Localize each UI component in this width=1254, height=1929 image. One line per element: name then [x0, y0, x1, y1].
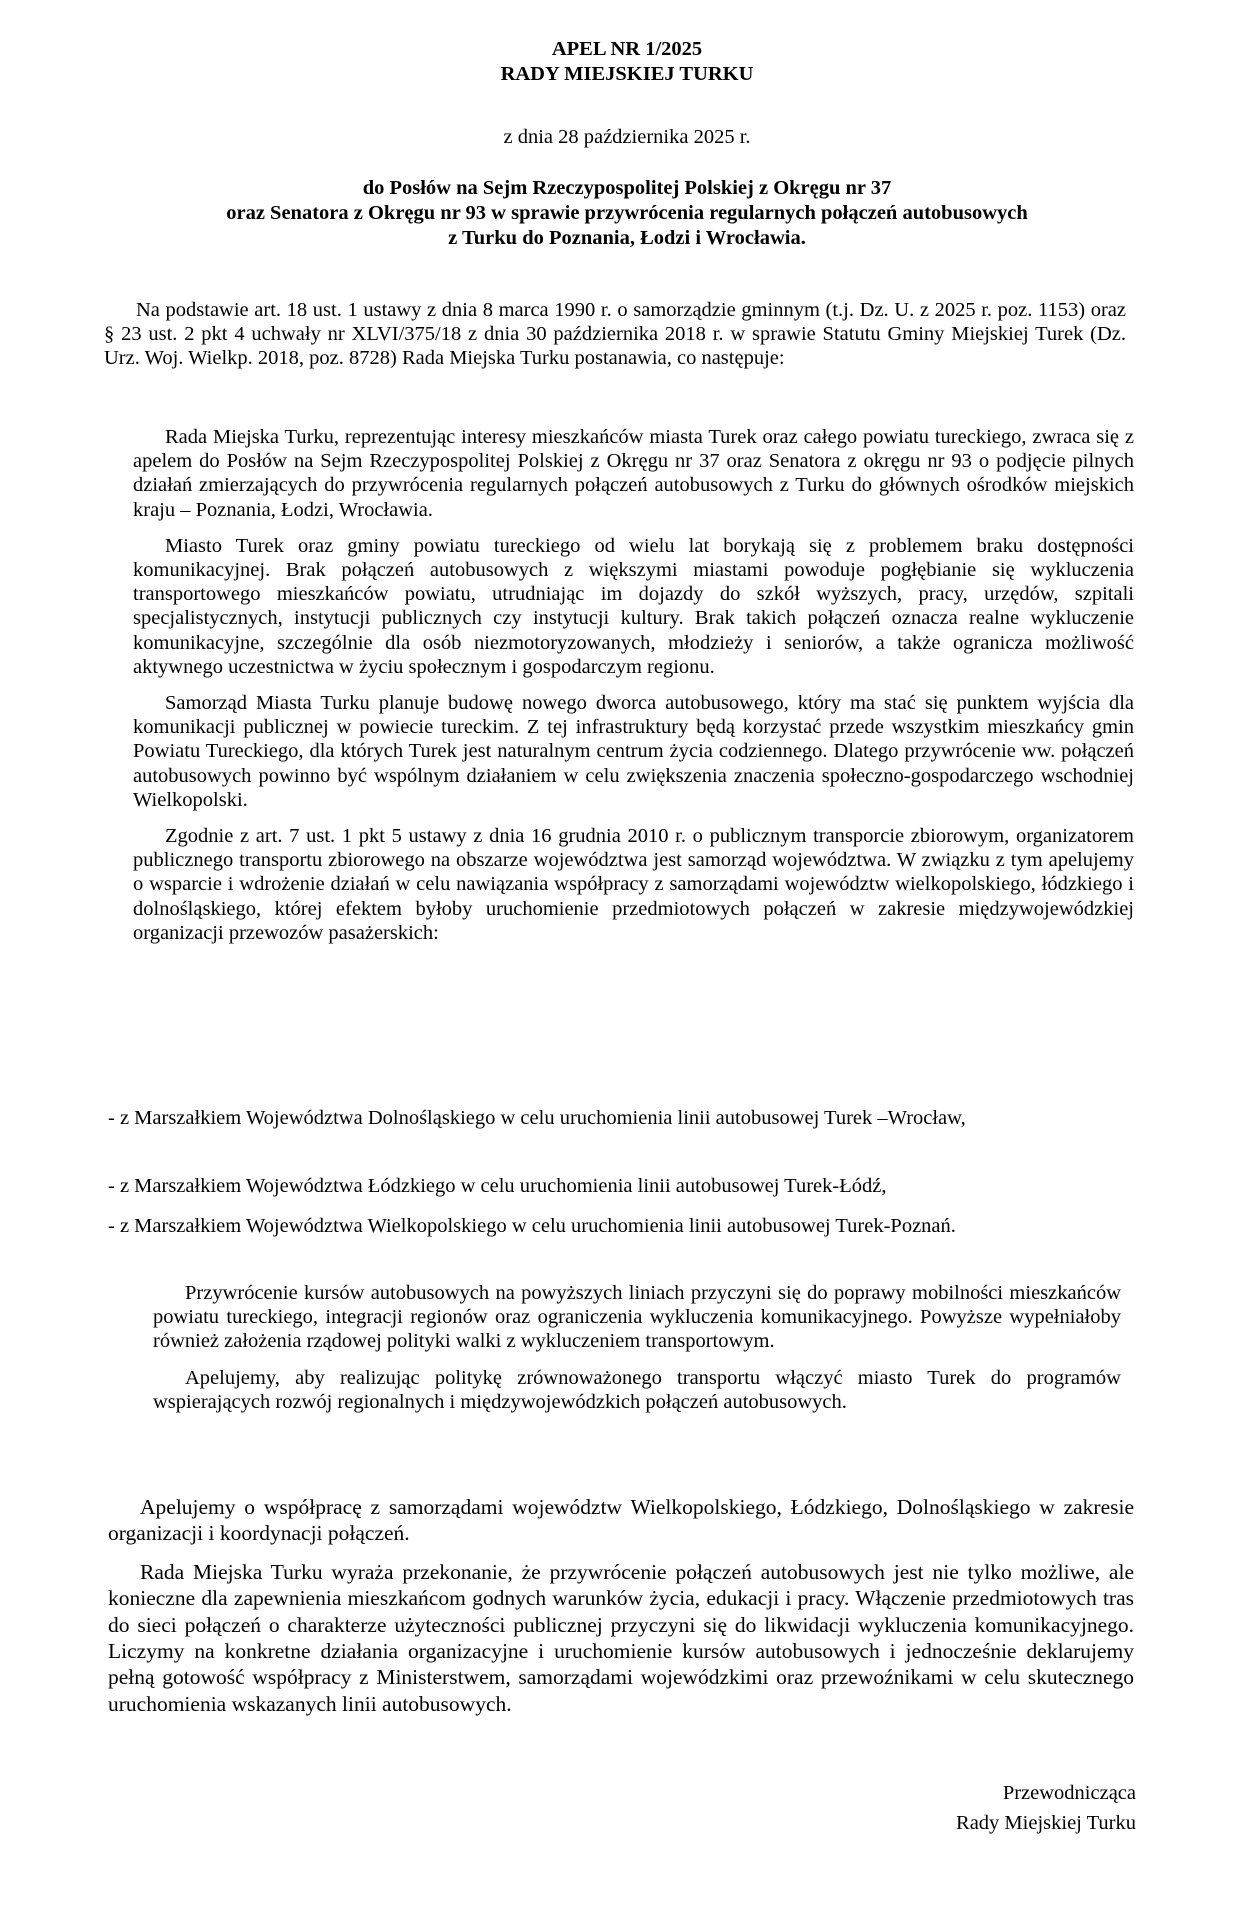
subject-line-3: z Turku do Poznania, Łodzi i Wrocławia. — [448, 227, 806, 249]
body-paragraph-1: Rada Miejska Turku, reprezentując interesy mieszkańców miasta Turek oraz całego powiatu tureckiego, zwraca się z apelem do Posłów na Sejm Rzeczypospolitej Polskiej z Okręgu nr 37 oraz Senatora z okręgu nr 93 o podjęcie pilnych działań zmierzających do przywrócenia regularnych połączeń autobusowych z Turku do głównych ośrodków miejskich kraju – Poznania, Łodzi, Wrocławia. — [133, 426, 1134, 521]
after-list-paragraph-2: Apelujemy, aby realizując politykę zrównoważonego transportu włączyć miasto Turek do programów wspierających rozwój regionalnych i międzywojewódzkich połączeń autobusowych. — [153, 1366, 1121, 1413]
list-item-wroclaw: - z Marszałkiem Województwa Dolnośląskiego w celu uruchomienia linii autobusowej Turek –Wrocław, — [108, 1107, 966, 1129]
body-paragraph-4: Zgodnie z art. 7 ust. 1 pkt 5 ustawy z dnia 16 grudnia 2010 r. o publicznym transporcie zbiorowym, organizatorem publicznego transportu zbiorowego na obszarze województwa jest samorząd województwa. W związku z tym apelujemy o wsparcie i wdrożenie działań w celu nawiązania współpracy z samorządami województw wielkopolskiego, łódzkiego i dolnośląskiego, której efektem byłoby uruchomienie przedmiotowych połączeń w zakresie międzywojewódzkiej organizacji przewozów pasażerskich: — [133, 825, 1134, 944]
title-line-1: APEL NR 1/2025 — [551, 38, 703, 60]
after-list-block — [153, 1281, 1121, 1414]
subject-line-2: oraz Senatora z Okręgu nr 93 w sprawie przywrócenia regularnych połączeń autobusowych — [226, 202, 1028, 224]
body-paragraph-2: Miasto Turek oraz gminy powiatu tureckiego od wielu lat borykają się z problemem braku dostępności komunikacyjnej. Brak połączeń autobusowych z większymi miastami powoduje pogłębianie się wykluczenia transportowego mieszkańców powiatu, utrudniając im dojazdy do szkół wyższych, pracy, urzędów, szpitali specjalistycznych, instytucji publicznych czy instytucji kultury. Brak takich połączeń oznacza realne wykluczenie komunikacyjne, szczególnie dla osób niezmotoryzowanych, młodzieży i seniorów, a także ogranicza możliwość aktywnego uczestnictwa w życiu społecznym i gospodarczym regionu. — [133, 534, 1134, 678]
closing-paragraph-2: Rada Miejska Turku wyraża przekonanie, że przywrócenie połączeń autobusowych jest nie tylko możliwe, ale konieczne dla zapewnienia mieszkańcom godnych warunków życia, edukacji i pracy. Włączenie przedmiotowych tras do sieci połączeń o charakterze użyteczności publicznej przyczyni się do likwidacji wykluczenia komunikacyjnego. Liczymy na konkretne działania organizacyjne i uruchomienie kursów autobusowych i jednocześnie deklarujemy pełną gotowość współpracy z Ministerstwem, samorządami wojewódzkimi oraz przewoźnikami w celu skutecznego uruchomienia wskazanych linii autobusowych. — [108, 1559, 1134, 1716]
after-list-paragraph-1: Przywrócenie kursów autobusowych na powyższych liniach przyczyni się do poprawy mobilności mieszkańców powiatu tureckiego, integracji regionów oraz ograniczenia wykluczenia komunikacyjnego. Powyższe wypełniałoby również założenia rządowej polityki walki z wykluczeniem transportowym. — [153, 1282, 1121, 1353]
signature-block — [956, 1778, 1136, 1838]
document-date: z dnia 28 października 2025 r. — [503, 126, 751, 148]
closing-block — [108, 1494, 1134, 1717]
body-block — [133, 425, 1134, 945]
signature-role: Przewodnicząca — [1002, 1782, 1136, 1804]
preamble-block — [104, 298, 1126, 371]
body-paragraph-3: Samorząd Miasta Turku planuje budowę nowego dworca autobusowego, który ma stać się punktem wyjścia dla komunikacji publicznej w powiecie tureckim. Z tej infrastruktury będą korzystać przede wszystkim mieszkańcy gmin Powiatu Tureckiego, dla których Turek jest naturalnym centrum życia codziennego. Dlatego przywrócenie ww. połączeń autobusowych powinno być wspólnym działaniem w celu zwiększenia znaczenia społeczno-gospodarczego wschodniej Wielkopolski. — [133, 692, 1134, 811]
subject-line-1: do Posłów na Sejm Rzeczypospolitej Polskiej z Okręgu nr 37 — [362, 177, 892, 199]
document-subject — [0, 176, 1254, 251]
list-item-poznan: - z Marszałkiem Województwa Wielkopolskiego w celu uruchomienia linii autobusowej Turek-Poznań. — [108, 1215, 956, 1237]
preamble-paragraph: Na podstawie art. 18 ust. 1 ustawy z dnia 8 marca 1990 r. o samorządzie gminnym (t.j. Dz. U. z 2025 r. poz. 1153) oraz § 23 ust. 2 pkt 4 uchwały nr XLVI/375/18 z dnia 30 października 2018 r. w sprawie Statutu Gminy Miejskiej Turek (Dz. Urz. Woj. Wielkp. 2018, poz. 8728) Rada Miejska Turku postanawia, co następuje: — [104, 299, 1126, 370]
document-title — [0, 37, 1254, 87]
signature-body: Rady Miejskiej Turku — [956, 1812, 1136, 1834]
title-line-2: RADY MIEJSKIEJ TURKU — [500, 63, 754, 85]
closing-paragraph-1: Apelujemy o współpracę z samorządami województw Wielkopolskiego, Łódzkiego, Dolnośląskiego w zakresie organizacji i koordynacji połączeń. — [108, 1495, 1134, 1546]
list-item-lodz: - z Marszałkiem Województwa Łódzkiego w celu uruchomienia linii autobusowej Turek-Łódź, — [108, 1175, 887, 1197]
